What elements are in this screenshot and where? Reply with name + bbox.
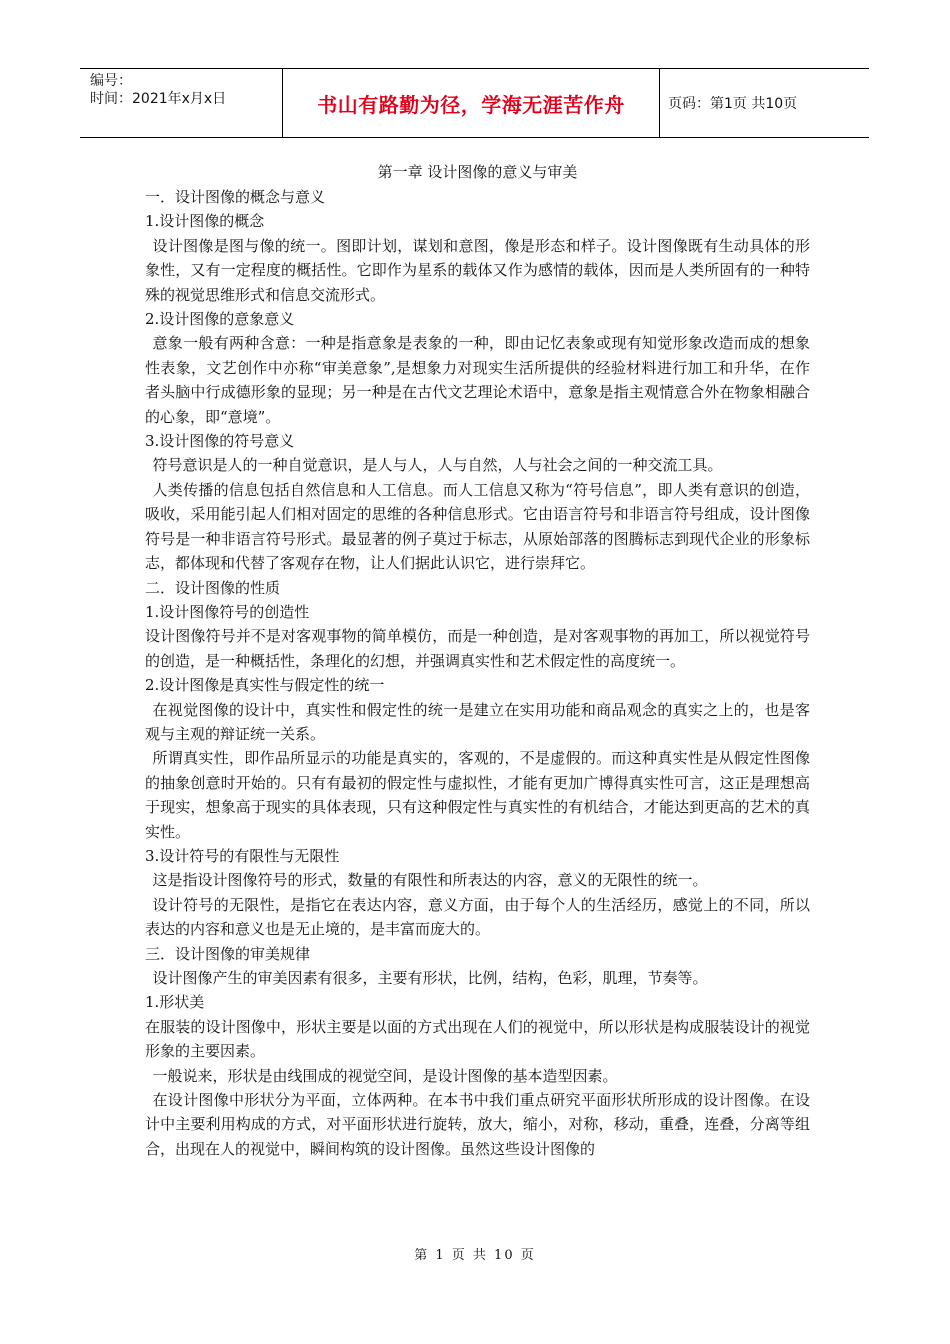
header-page-info: 页码：第1页 共10页 — [668, 96, 798, 112]
paragraph: 三．设计图像的审美规律 — [145, 944, 311, 963]
paragraph: 一般说来，形状是由线围成的视觉空间，是设计图像的基本造型因素。 — [152, 1066, 618, 1085]
paragraph: 设计图像产生的审美因素有很多，主要有形状，比例，结构，色彩，肌理，节奏等。 — [152, 969, 708, 987]
paragraph: 二．设计图像的性质 — [145, 578, 281, 597]
paragraph: 1.形状美 — [145, 993, 205, 1012]
paragraph: 3.设计符号的有限性与无限性 — [145, 846, 340, 865]
paragraph: 一．设计图像的概念与意义 — [145, 188, 326, 206]
header-meta-cell — [80, 69, 283, 137]
document-number-label: 编号： — [90, 73, 132, 89]
paragraph: 2.设计图像的意象意义 — [145, 310, 295, 329]
paragraph: 这是指设计图像符号的形式，数量的有限性和所表达的内容，意义的无限性的统一。 — [152, 871, 708, 890]
paragraph: 在设计图像中形状分为平面，立体两种。在本书中我们重点研究平面形状所形成的设计图像。在设计中主要利用构成的方式，对平面形状进行旋转，放大，缩小，对称，移动，重叠，连叠，分离等组合，出现在人的视觉中，瞬间构筑的设计图像。虽然这些设计图像的 — [145, 1091, 810, 1158]
paragraph: 符号意识是人的一种自觉意识，是人与人，人与自然，人与社会之间的一种交流工具。 — [152, 456, 723, 475]
paragraph: 所谓真实性，即作品所显示的功能是真实的，客观的，不是虚假的。而这种真实性是从假定性图像的抽象创意时开始的。只有有最初的假定性与虚拟性，才能有更加广博得真实性可言，这正是理想高于现实，想象高于现实的具体表现，只有这种假定性与真实性的有机结合，才能达到更高的艺术的真实性。 — [145, 749, 810, 841]
chapter-title: 第一章 设计图像的意义与审美 — [377, 163, 578, 181]
paragraph: 2.设计图像是真实性与假定性的统一 — [145, 676, 385, 695]
header-motto: 书山有路勤为径，学海无涯苦作舟 — [317, 92, 625, 117]
paragraph-list — [145, 185, 810, 1161]
document-body — [145, 160, 810, 1161]
page-footer: 第 1 页 共 10 页 — [414, 1248, 536, 1263]
paragraph: 1.设计图像的概念 — [145, 212, 265, 231]
paragraph: 3.设计图像的符号意义 — [145, 432, 295, 451]
paragraph: 人类传播的信息包括自然信息和人工信息。而人工信息又称为“符号信息”，即人类有意识的创造，吸收，采用能引起人们相对固定的思维的各种信息形式。它由语言符号和非语言符号组成，设计图像符号是一种非语言符号形式。最显著的例子莫过于标志，从原始部落的图腾标志到现代企业的形象标志，都体现和代替了客观存在物，让人们据此认识它，进行崇拜它。 — [145, 480, 810, 573]
paragraph: 1.设计图像符号的创造性 — [145, 602, 310, 621]
paragraph: 设计图像是图与像的统一。图即计划，谋划和意图，像是形态和样子。设计图像既有生动具体的形象性，又有一定程度的概括性。它即作为星系的载体又作为感情的载体，因而是人类所固有的一种特殊的视觉思维形式和信息交流形式。 — [145, 236, 810, 304]
paragraph: 在服装的设计图像中，形状主要是以面的方式出现在人们的视觉中，所以形状是构成服装设计的视觉形象的主要因素。 — [145, 1017, 810, 1061]
paragraph: 意象一般有两种含意：一种是指意象是表象的一种，即由记忆表象或现有知觉形象改造而成的想象性表象，文艺创作中亦称“审美意象”,是想象力对现实生活所提供的经验材料进行加工和升华，在作者头脑中行成德形象的显现；另一种是在古代文艺理论术语中，意象是指主观情意合外在物象相融合的心象，即“意境”。 — [145, 334, 810, 426]
paragraph: 设计符号的无限性，是指它在表达内容，意义方面，由于每个人的生活经历，感觉上的不同，所以表达的内容和意义也是无止境的，是丰富而庞大的。 — [145, 895, 810, 939]
document-date-label: 时间：2021年x月x日 — [90, 91, 227, 107]
page-header — [80, 68, 869, 138]
header-motto-cell — [283, 69, 660, 137]
paragraph: 在视觉图像的设计中，真实性和假定性的统一是建立在实用功能和商品观念的真实之上的，也是客观与主观的辩证统一关系。 — [145, 700, 810, 743]
paragraph: 设计图像符号并不是对客观事物的简单模仿，而是一种创造，是对客观事物的再加工，所以视觉符号的创造，是一种概括性，条理化的幻想，并强调真实性和艺术假定性的高度统一。 — [145, 627, 810, 670]
